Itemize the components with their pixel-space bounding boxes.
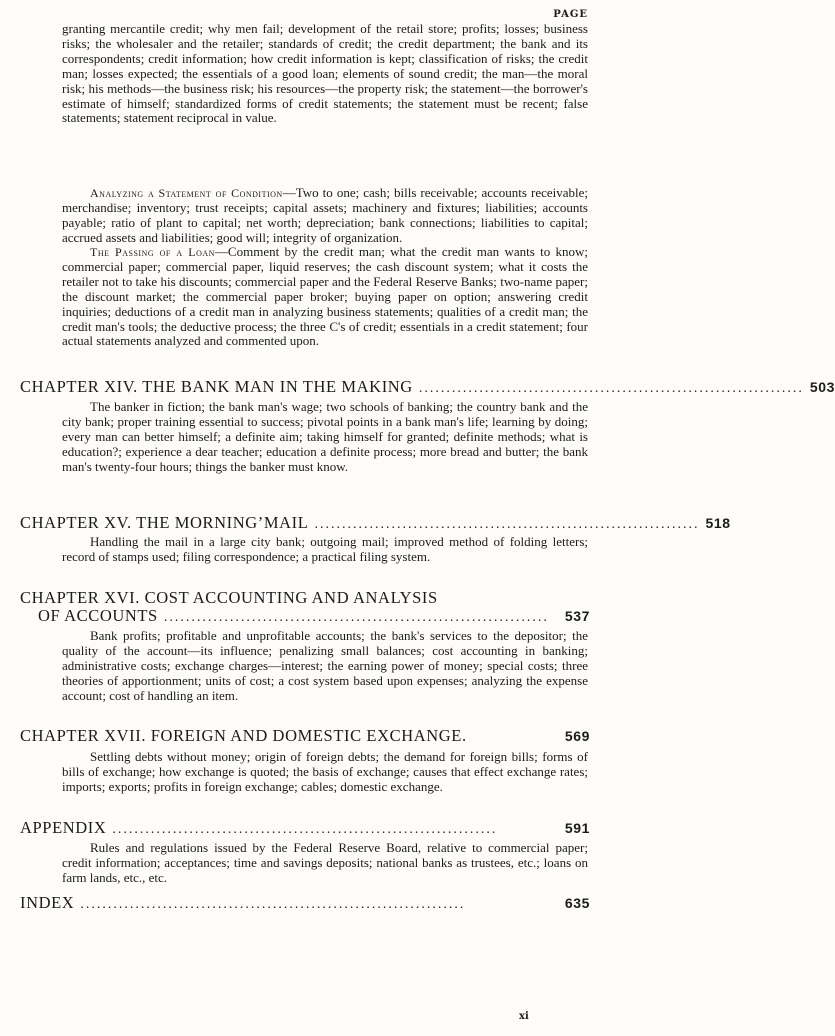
page-number: 635: [564, 895, 590, 911]
section-heading: The Passing of a Loan: [90, 245, 215, 259]
leader-dots: ......................................................................: [163, 610, 549, 625]
toc-entry-chapter-xiv[interactable]: [20, 377, 835, 398]
page-number: 518: [705, 515, 731, 531]
chapter-summary: The banker in fiction; the bank man's wage; two schools of banking; the country bank and the city bank; proper training essential to success; pivotal points in a bank man's life; learning by doing; every man can better himself; a definite aim; taking himself for granted; definite methods; what is education?; experience a dear teacher; education a definite process; more bread and butter; the bank man's twenty-four hours; things the banker must know.: [62, 399, 588, 474]
leader-dots: ......................................................................: [314, 517, 700, 532]
section-heading: Analyzing a Statement of Condition: [90, 186, 283, 200]
section-analyzing-statement: [62, 186, 588, 246]
toc-entry-index[interactable]: [20, 894, 590, 914]
section-body: —Comment by the credit man; what the credit man wants to know; commercial paper; commercial paper, liquid reserves; the cash discount system; what it costs the retailer not to take his discounts; commercial paper and the Federal Reserve Banks; two-name paper; the discount market; the commercial paper broker; buying paper on option; answering credit inquiries; deductions of a credit man in analyzing business statements; qualities of a credit man; the credit man's tools; the deductive process; the three C's of credit; essentials in a credit statement; four actual statements analyzed and commented upon.: [62, 244, 588, 349]
chapter-title: CHAPTER XIV. THE BANK MAN IN THE MAKING: [20, 377, 413, 396]
chapter-title: APPENDIX: [20, 818, 107, 837]
toc-entry-chapter-xvi[interactable]: [20, 589, 590, 627]
page-number: 503: [809, 379, 835, 395]
chapter-title: INDEX: [20, 893, 75, 912]
leader-dots: ......................................................................: [112, 822, 498, 837]
section-summary-credit: granting mercantile credit; why men fail; development of the retail store; profits; losses; business risks; the wholesaler and the retailer; standards of credit; the credit department; the bank and its correspondents; credit information; how credit information is kept; classification of risks; the credit man; losses expected; the essentials of a good loan; elements of sound credit; the man—the moral risk; his methods—the business risk; his resources—the property risk; the statement—the borrower's estimate of himself; standardized forms of credit statements; the statement must be recent; false statements; statement reciprocal in value.: [62, 21, 588, 126]
section-body: —Two to one; cash; bills receivable; accounts receivable; merchandise; inventory; trust receipts; capital assets; machinery and fixtures; liabilities; accounts payable; ratio of plant to capital; net worth; depreciation; bank connections; liabilities to capital; accrued assets and liabilities; good will; integrity of organization.: [62, 185, 589, 245]
toc-entry-chapter-xv[interactable]: [20, 513, 731, 534]
page-number: 537: [564, 608, 590, 624]
chapter-title: CHAPTER XVI. COST ACCOUNTING AND ANALYSIS: [20, 588, 438, 607]
page-folio: xi: [519, 1011, 529, 1022]
leader-dots: ......................................................................: [418, 381, 804, 396]
chapter-title-continued: OF ACCOUNTS: [38, 606, 158, 625]
chapter-title: CHAPTER XV. THE MORNING’MAIL: [20, 513, 309, 532]
chapter-summary: Handling the mail in a large city bank; outgoing mail; improved method of folding letters; record of stamps used; filing correspondence; a practical filing system.: [62, 534, 588, 564]
chapter-summary: Bank profits; profitable and unprofitable accounts; the bank's services to the depositor; the quality of the account—its influence; penalizing small balances; cost accounting in banking; administrative costs; exchange charges—interest; the earning power of money; special costs; three theories of apportionment; units of cost; a cost system based upon expenses; analyzing the expense account; cost of handling an item.: [62, 628, 588, 703]
page-number: 569: [564, 728, 590, 744]
chapter-summary: Settling debts without money; origin of foreign debts; the demand for foreign bills; forms of bills of exchange; how exchange is quoted; the basis of exchange; causes that effect exchange rates; imports; exports; profits in foreign exchange; cables; domestic exchange.: [62, 749, 588, 794]
chapter-summary: Rules and regulations issued by the Federal Reserve Board, relative to commercial paper; credit information; acceptances; time and savings deposits; national banks as trustees, etc.; loans on farm lands, etc., etc.: [62, 840, 588, 885]
leader-dots: ......................................................................: [80, 897, 466, 912]
page-number: 591: [564, 820, 590, 836]
page-column-label: PAGE: [553, 9, 588, 20]
toc-entry-appendix[interactable]: [20, 819, 590, 839]
chapter-title: CHAPTER XVII. FOREIGN AND DOMESTIC EXCHANGE.: [20, 726, 467, 745]
toc-entry-chapter-xvii[interactable]: [20, 727, 590, 745]
section-passing-loan: [62, 245, 588, 349]
